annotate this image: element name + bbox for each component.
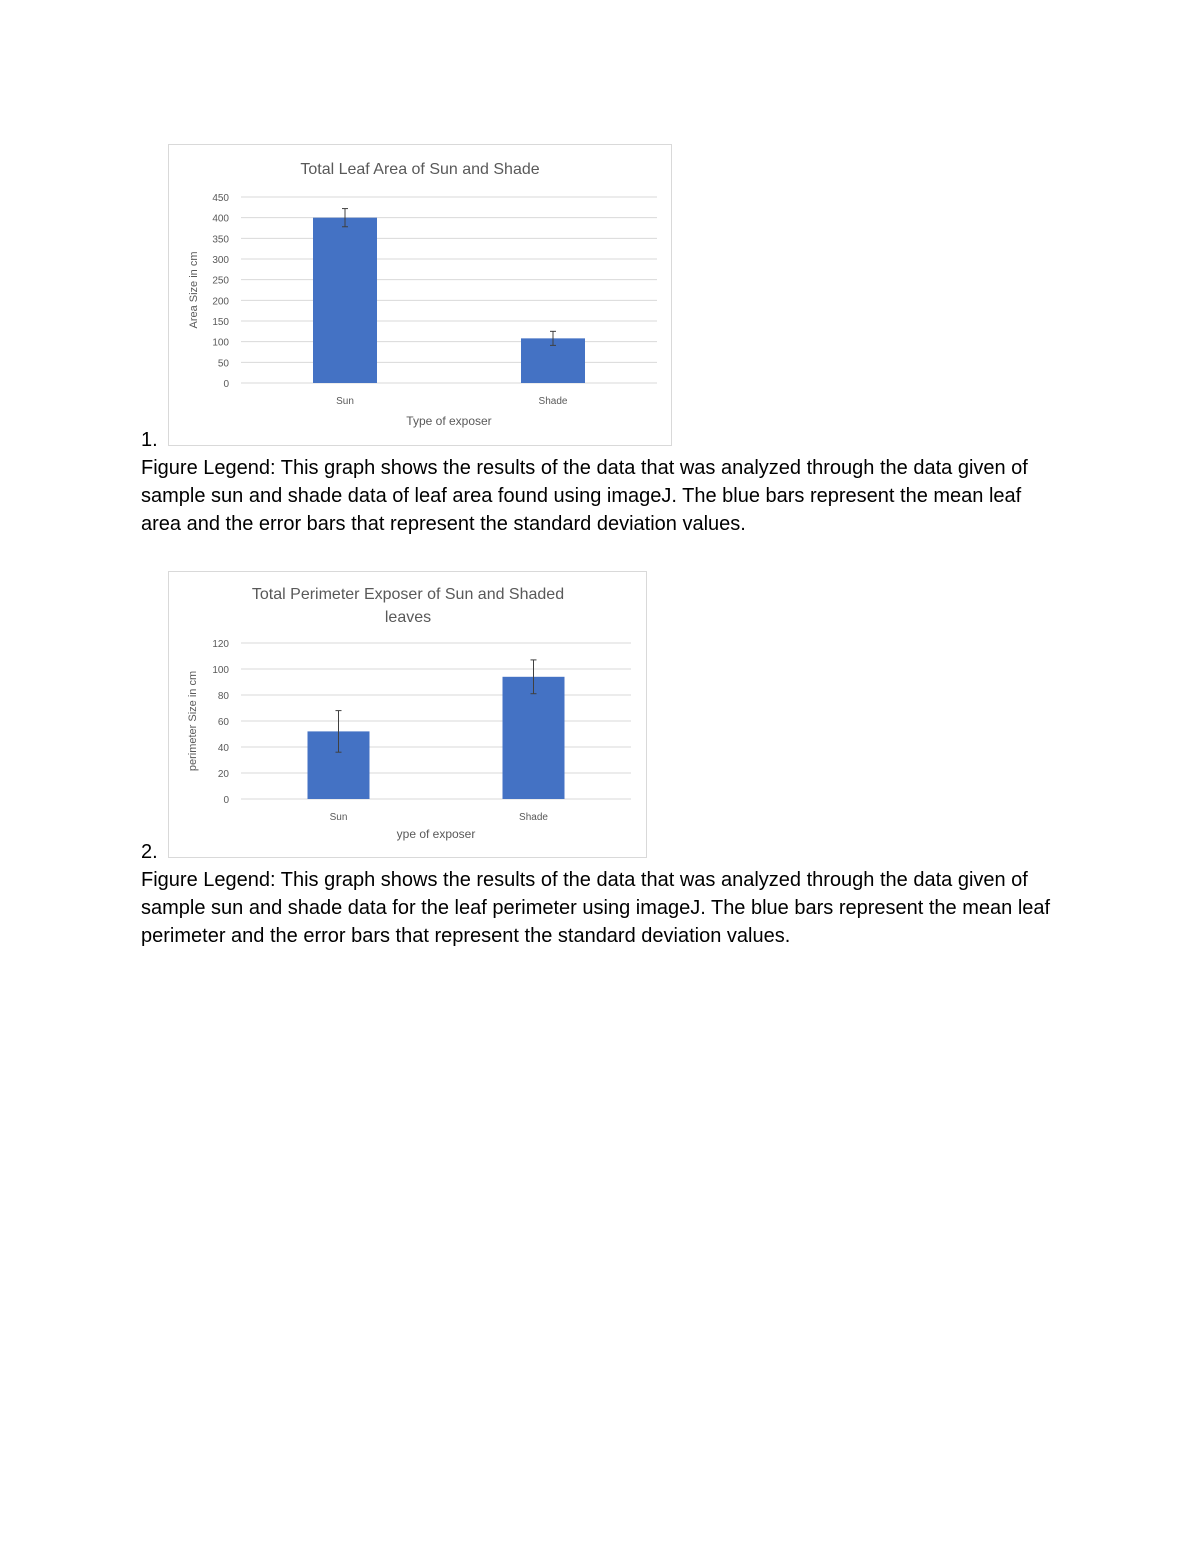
x-axis-title: ype of exposer: [396, 827, 476, 841]
y-tick-label: 60: [217, 717, 229, 728]
bar: [313, 218, 377, 383]
x-category-label: Sun: [329, 812, 348, 823]
figure-2-number: 2.: [141, 841, 158, 863]
figure-1-legend: Figure Legend: This graph shows the results of the data that was analyzed through the data given of sample sun and shade data of leaf area found using imageJ. The blue bars represent the mean leaf area and the error bars that represent the standard deviation values.: [141, 457, 1028, 535]
y-axis-title: Area Size in cm: [188, 251, 200, 329]
x-category-label: Shade: [519, 812, 548, 823]
y-tick-label: 150: [212, 317, 229, 328]
figure-2-legend: Figure Legend: This graph shows the results of the data that was analyzed through the data given of sample sun and shade data for the leaf perimeter using imageJ. The blue bars represent the mean leaf perimeter and the error bars that represent the standard deviation values.: [141, 869, 1051, 947]
chart-title: Total Perimeter Exposer of Sun and Shaded: [251, 586, 565, 603]
chart-figure-2: [168, 571, 647, 858]
x-category-label: Sun: [336, 396, 354, 407]
y-tick-label: 350: [212, 234, 229, 246]
y-tick-label: 120: [212, 639, 229, 650]
y-tick-label: 0: [223, 379, 229, 390]
chart-title: leaves: [384, 609, 432, 626]
x-category-label: Shade: [538, 396, 568, 407]
y-tick-label: 50: [217, 358, 229, 370]
bar-chart-perimeter: [169, 572, 646, 857]
chart-figure-1: [168, 144, 672, 446]
y-tick-label: 40: [217, 743, 229, 754]
y-tick-label: 200: [212, 296, 229, 308]
bar-chart-leaf-area: [169, 145, 671, 445]
y-tick-label: 400: [212, 213, 229, 225]
y-tick-label: 250: [212, 275, 229, 287]
y-tick-label: 80: [217, 691, 229, 702]
y-tick-label: 100: [212, 665, 229, 676]
chart-title: Total Leaf Area of Sun and Shade: [300, 161, 540, 178]
bar: [503, 677, 565, 799]
y-tick-label: 100: [212, 337, 229, 349]
y-tick-label: 20: [217, 769, 229, 780]
y-axis-title: perimeter Size in cm: [187, 670, 199, 772]
y-tick-label: 450: [212, 193, 229, 204]
y-tick-label: 300: [212, 255, 229, 266]
x-axis-title: Type of exposer: [406, 414, 492, 428]
figure-1-number: 1.: [141, 429, 158, 451]
y-tick-label: 0: [223, 795, 229, 806]
